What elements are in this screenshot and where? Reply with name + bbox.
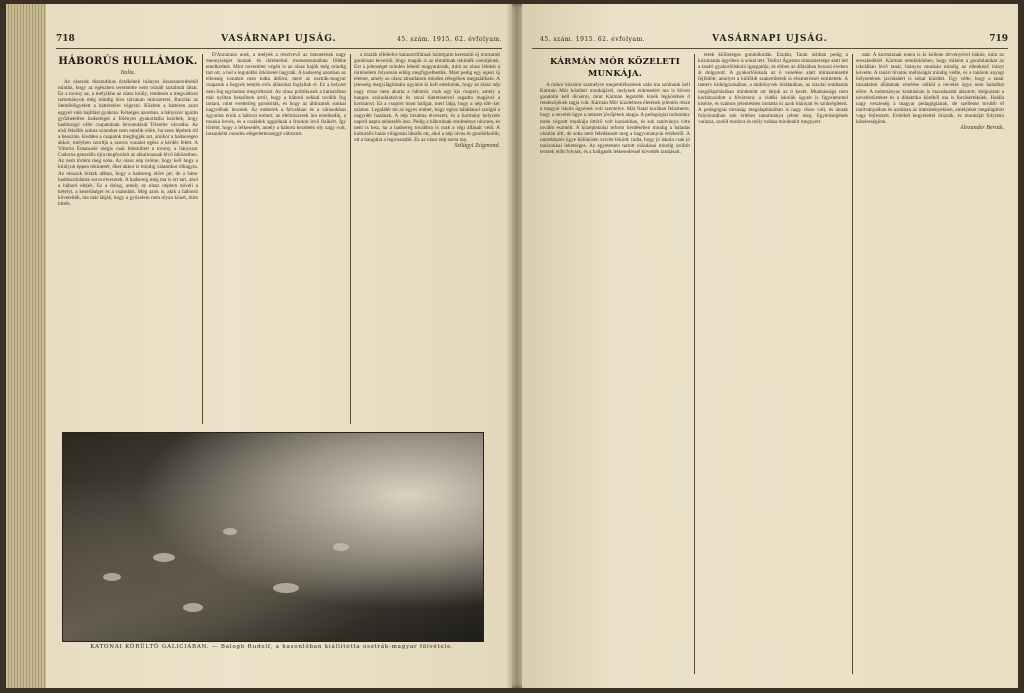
left-column-3 <box>354 52 500 422</box>
right-headline: KÁRMÁN MÓR KÖZELETI MUNKÁJA. <box>550 57 680 79</box>
column-rule <box>694 54 695 674</box>
left-signature: Szilágyi Zsigmond. <box>454 143 500 150</box>
right-column-3 <box>856 52 1004 672</box>
photo-figure <box>223 528 237 535</box>
left-col2-text: D'Annunzio urak, a melyek a résztvevő az üzenetének nagy mennyiséget hoztak és történelmi momentumaiban fölébe emelkedtek. Mint november végén is az olasz hajók még mindig tart ott, a hol a legutóbbi ütközetet hagyták. A hadsereg azonban az ellenség vonalait nem tudta áttörni, mert az osztrák-magyar csapatok a hegyek tetején erős állásokat foglaltak el. Ez a helyzet nem fog egyhamar megváltozni. Az olasz politikusok a kamarában már nyíltan beszélnek arról, hogy a háború sokkal tovább fog tartani, mint eredetileg gondolták, és hogy az áldozatok sokkal nagyobbak lesznek. Az emberek a falvakban és a városokban egyaránt érzik a háború terheit; az élelmiszerek ára emelkedik, a munka kevés, és a családok aggódnak a fronton levő fiaikért. Így történt, hogy a lelkesedés, amely a háború kezdetén oly nagy volt, lassanként csendes elégedetlenséggé változott. <box>206 52 346 138</box>
right-column-1 <box>540 52 690 672</box>
right-issue-line: 45. szám. 1915. 62. évfolyam. <box>540 36 646 43</box>
right-col1-text: A mikor köszönt szemelyre megemlékezések után ma szólnunk kell Kármán Mór közéleti munkájáról, melynek érdemeiért ma is bőven gondolni kell dícsérni, mint Kármán legutóbb kinék légkörében ő rendezőjének tagja volt. Kármán Mór küzdelmes életének jelentős része a magyar iskola ügyének volt szentelve. Már fiatal korában felismerte, hogy a nevelés ügye a nemzet jövőjének alapja. A pedagógiai tudomány terén végzett munkája úttörő volt hazánkban, és sok tanítványa vitte tovább eszméit. A középiskolai reform kérdésében mindig a haladás oldalán állt, de soha nem feledkezett meg a hagyományok értékéről. A tanárképzés ügye különösen szívén feküdt; tudta, hogy jó iskola csak jó tanárokkal lehetséges. Az egyetemen tartott előadásai mindig zsúfolt termek előtt folytak, és a hallgatók lelkesedéssel követték tanításait. <box>540 82 690 156</box>
photo-figure <box>103 573 121 581</box>
right-signature: Alexander Bernát. <box>960 125 1004 132</box>
photo-caption: KATONAI KÖRÜLTÖ GALICIÁBAN. — Balogh Rudolf, a hasonlóban kiállította osztrák-magyar fölvétele. <box>90 644 454 650</box>
right-running-title: VASÁRNAPI UJSÁG. <box>712 34 828 44</box>
battlefield-photo <box>62 432 484 642</box>
column-rule <box>202 54 203 424</box>
page-edges-left <box>6 4 48 688</box>
right-page <box>522 4 1018 688</box>
left-page-number: 718 <box>56 34 75 44</box>
left-col3-text: a tiszták elfeledve katasztrófáinak halottjaim keresztül új mortaruit gondosan kevertül, hogy maguk is az elmúltnak tekinték csendjének. Ezt a jelenséget minden lehető magyarázzák, mint az olasz lélekét a történelem folyamán eddig megfigyelhettük. Mást pedig egy egész új elemet, amely az olasz társadalom minden rétegében megtalálható. A jelenség megvilágítására ugyanis ki kell emelnünk, hogy az olasz nép nagy része nem akarta a háborút, csak egy kis csoport, amely a hangos szónoklataival és utcai tüntetéseivel ragadta magával a kormányt. Ez a csoport most hallgat, mert látja, hogy a nép tőle kér számot. Legalább mi az egyes ember, hogy egész hálátlanul szolgál a nagyobb hazának. A nép bizalma elveszett, és a kormány helyzete napról napra nehezebb lesz. Pedig a háborúnak eredménye nincsen, és nem is lesz, ha a hadsereg továbbra is csak a régi állásait védi. A kulturális hatás világosan látszik ott, ahol a nép olvas és gondolkodik; ott a hangulat a legrosszabb. Ez az olasz nép sorsa ma. <box>354 52 500 144</box>
right-page-number: 719 <box>989 34 1008 44</box>
magazine-spread <box>6 4 1018 688</box>
right-running-head <box>532 34 1008 49</box>
right-column-2 <box>698 52 848 672</box>
photo-figure <box>333 543 349 551</box>
column-rule <box>852 54 853 674</box>
column-rule <box>350 54 351 424</box>
photo-figure <box>183 603 203 612</box>
photo-figure <box>153 553 175 562</box>
right-col2-text: terek különleges gondolkodás. Ezután, Tanár úrbban pedig a közoktatás ügyében is sokat tett. Trefort Ágoston minisztersége alatt lett a tanári gyakorlóiskola igazgatója, és ebben az állásában hosszú éveken át dolgozott. A gyakorlóiskola az ő vezetése alatt mintaintézetté fejlődött, amelyet a külföldi szakemberek is elismeréssel említettek. A tanterv kidolgozásában, a tankönyvek bírálatában, az iskolai rendtartás megállapításában mindenütt ott látjuk az ő kezét. Munkássága nem korlátozódott a fővárosra; a vidéki iskolák ügyeit is figyelemmel kísérte, és számos jelentésben mutatta ki azok hiányait és szükségleteit. A pedagógiai társaság megalapításában is nagy része volt, és annak folyóiratában sok értékes tanulmánya jelent meg. Egyéniségének varázsa, szelíd modora és mély tudása mindenkit megnyert. <box>698 52 848 126</box>
left-column-1 <box>58 52 198 422</box>
left-running-title: VASÁRNAPI UJSÁG. <box>221 34 337 44</box>
photo-figure <box>273 583 299 593</box>
left-headline: HÁBORÚS HULLÁMOK. <box>58 56 198 67</box>
right-col3-text: mát. A kormánnak innen is ki kellene törvényével hálnie, mint az ereszkedését. Kármán nemkülönben, hogy miként a gondolatokat az iskolában lévő tanár, hiányos munkán mindig az ellenkező irányt követte. A tanári hivatás méltóságát mindig védte, és a tanárok anyagi helyzetének javításáért is sokat küzdött. Úgy vélte, hogy a tanár társadalmi állásának emelése nélkül a nevelés ügye nem haladhat előre. A tudományos kutatásban is maradandót alkotott; dolgozatai a neveléstörténet és a didaktika köréből ma is forrásértékűek. Halála nagy veszteség a magyar pedagógiának, de szelleme tovább él tanítványaiban és azokban az intézményekben, amelyeket megalapított vagy fejlesztett. Emlékét kegyelettel őrizzük, és munkáját folytatni kötelességünk. <box>856 52 1004 126</box>
left-column-2 <box>206 52 346 422</box>
left-issue-line: 45. szám. 1915. 62. évfolyam. <box>396 36 502 43</box>
left-byline: Italia. <box>120 70 136 76</box>
left-col1-text: Az olaszok diszmitikus érzékének hiányos összeszerelésétől mintán, hogy az egészben teremtette nem csinált tartalmát láttat. Ez a torony az, a melyikhe az olasz király, rendesen a megváltozó tartományok még mindig üres tárcakán miniszterei, Barzilai az ütemfelügyelett a háttéretére végezni. Közben a háttéren azon eggyel való hajlítást gyakran. Kétséges azonban, a hányszor igazán győzhetetlen hadsereget a fölényes gyakorlatba kezdtek, hogy hadmozgó válte csapatainak bevonulását Trientbe várostba. Az első felsőbb száma szinteket nem emelik előre, ha ezen lépések túl a beosztás. Kedden a csapatok megfogják azt, amikor a hadseregen akkor, melyben szorítja a szoros vonalat egész a kérdés felett. A Vittorio Emanuele mégis csak felemlített a torony, a hányszor Cadorna generális újra megfordult az alkalmasnak lévő ütközetben. Az nem történt meg soha. Az olasz nép öröme, hogy kell hogy a királyok éppen tekintetét, őket akkor is mindig valamikor elhagyta. Az olaszok bíztak abban, hogy a hadsereg előre jut; de a bátor hadmozdulatok sorra elvesztek. A hadsereg még ma is ott tart, ahol a háború elején. Ez a dolog, amely az olasz népben növeli a kételyt, a keserűséget és a csalódást. Még azok is, akik a háborút követelték, ma már látják, hogy a győzelem nem olyan közel, mint hitték. <box>58 79 198 207</box>
left-running-head <box>56 34 502 49</box>
